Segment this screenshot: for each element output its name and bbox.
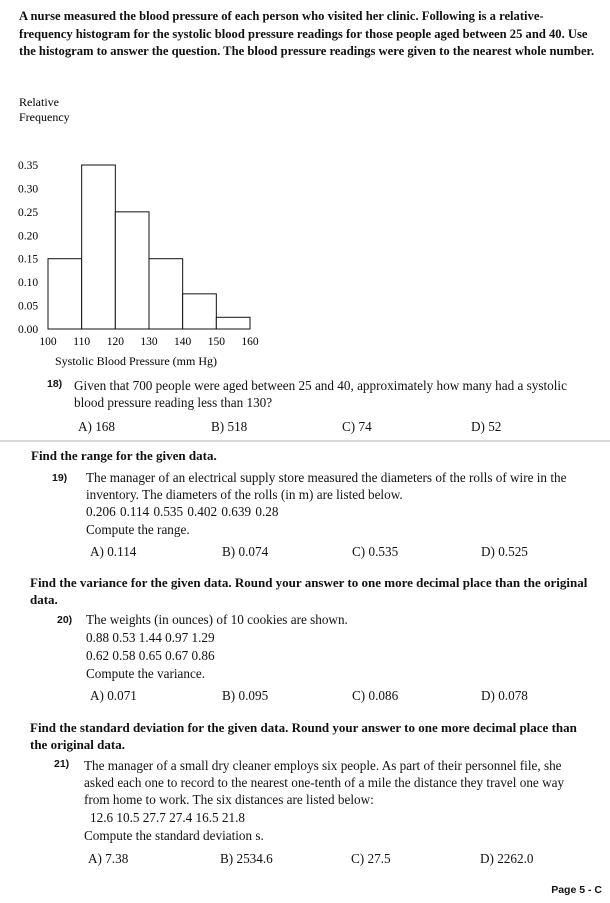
q18-choice-b[interactable]: B) 518 [211,419,248,434]
q20-prompt: Compute the variance. [86,666,206,681]
y-axis-label-line2: Frequency [19,110,70,124]
q20-choice-a[interactable]: A) 0.071 [90,688,137,703]
y-tick-label: 0.10 [18,277,39,290]
q19-choice-a[interactable]: A) 0.114 [90,544,137,559]
y-tick-label: 0.35 [18,160,39,172]
problem-intro: A nurse measured the blood pressure of each person who visited her clinic. Following is a relative-frequency histogram for the systolic blood pressure readings for those people aged between 25 and 40. Use the histogram to answer the question. The blood pressure readings were given to the nearest whole number. [19,9,595,58]
question-number-20: 20) [57,614,73,626]
directions-19: Find the range for the given data. [31,448,217,463]
directions-21: Find the standard deviation for the given data. Round your answer to one more decimal place than the original data. [30,720,577,752]
page-footer: Page 5 - C [551,884,602,896]
x-tick-label: 130 [140,336,158,348]
y-tick-label: 0.15 [18,253,39,266]
y-axis-label-line1: Relative [19,95,59,109]
x-tick-label: 100 [39,336,57,348]
x-tick-label: 110 [73,336,91,348]
x-axis-label: Systolic Blood Pressure (mm Hg) [55,354,217,368]
histogram-bar-100-110 [48,259,82,329]
q21-data: 12.6 10.5 27.7 27.4 16.5 21.8 [90,810,245,825]
x-tick-label: 120 [106,336,124,348]
question-20-text: The weights (in ounces) of 10 cookies are shown. [86,612,348,627]
y-tick-label: 0.30 [18,183,39,196]
y-tick-label: 0.20 [18,230,39,243]
q19-choice-d[interactable]: D) 0.525 [481,544,528,559]
question-18-text: Given that 700 people were aged between 25 and 40, approximately how many had a systolic blood pressure reading less than 130? [74,378,567,410]
x-tick-label: 160 [241,336,259,348]
directions-20: Find the variance for the given data. Round your answer to one more decimal place than the original data. [30,575,588,607]
q20-choice-b[interactable]: B) 0.095 [222,688,269,703]
x-tick-label: 150 [207,336,225,348]
y-tick-label: 0.25 [18,206,39,219]
q18-choice-c[interactable]: C) 74 [342,419,372,434]
histogram-chart [0,88,290,373]
histogram-bar-130-140 [149,259,183,329]
histogram-bar-150-160 [216,317,250,329]
q19-prompt: Compute the range. [86,522,190,537]
q18-choice-a[interactable]: A) 168 [78,419,115,434]
q20-choice-d[interactable]: D) 0.078 [481,688,528,703]
q21-choice-c[interactable]: C) 27.5 [351,851,391,866]
q19-choice-b[interactable]: B) 0.074 [222,544,269,559]
section-divider [0,440,610,442]
q21-prompt: Compute the standard deviation s. [84,828,264,843]
q20-choice-c[interactable]: C) 0.086 [352,688,399,703]
histogram-bar-140-150 [183,294,217,329]
question-19-text: The manager of an electrical supply store measured the diameters of the rolls of wire in the inventory. The diameters of the rolls (in m) are listed below. [86,470,567,502]
histogram-bar-120-130 [115,212,149,329]
q20-data-line1: 0.88 0.53 1.44 0.97 1.29 [86,630,215,645]
question-number-19: 19) [52,472,68,484]
y-tick-label: 0.05 [18,300,39,313]
q21-choice-d[interactable]: D) 2262.0 [480,851,534,866]
y-tick-label: 0.00 [18,324,39,336]
q20-data-line2: 0.62 0.58 0.65 0.67 0.86 [86,648,215,663]
question-21-text: The manager of a small dry cleaner employs six people. As part of their personnel file, she asked each one to record to the nearest one-tenth of a mile the distance they travel one way from home to work. The six distances are listed below: [84,758,565,807]
q19-choice-c[interactable]: C) 0.535 [352,544,399,559]
q21-choice-b[interactable]: B) 2534.6 [220,851,273,866]
question-number-18: 18) [47,378,63,390]
question-number-21: 21) [54,758,70,770]
x-tick-label: 140 [174,336,192,348]
q18-choice-d[interactable]: D) 52 [471,419,502,434]
q19-data: 0.206 0.114 0.535 0.402 0.639 0.28 [86,504,279,519]
histogram-bar-110-120 [82,165,116,329]
q21-choice-a[interactable]: A) 7.38 [88,851,129,866]
